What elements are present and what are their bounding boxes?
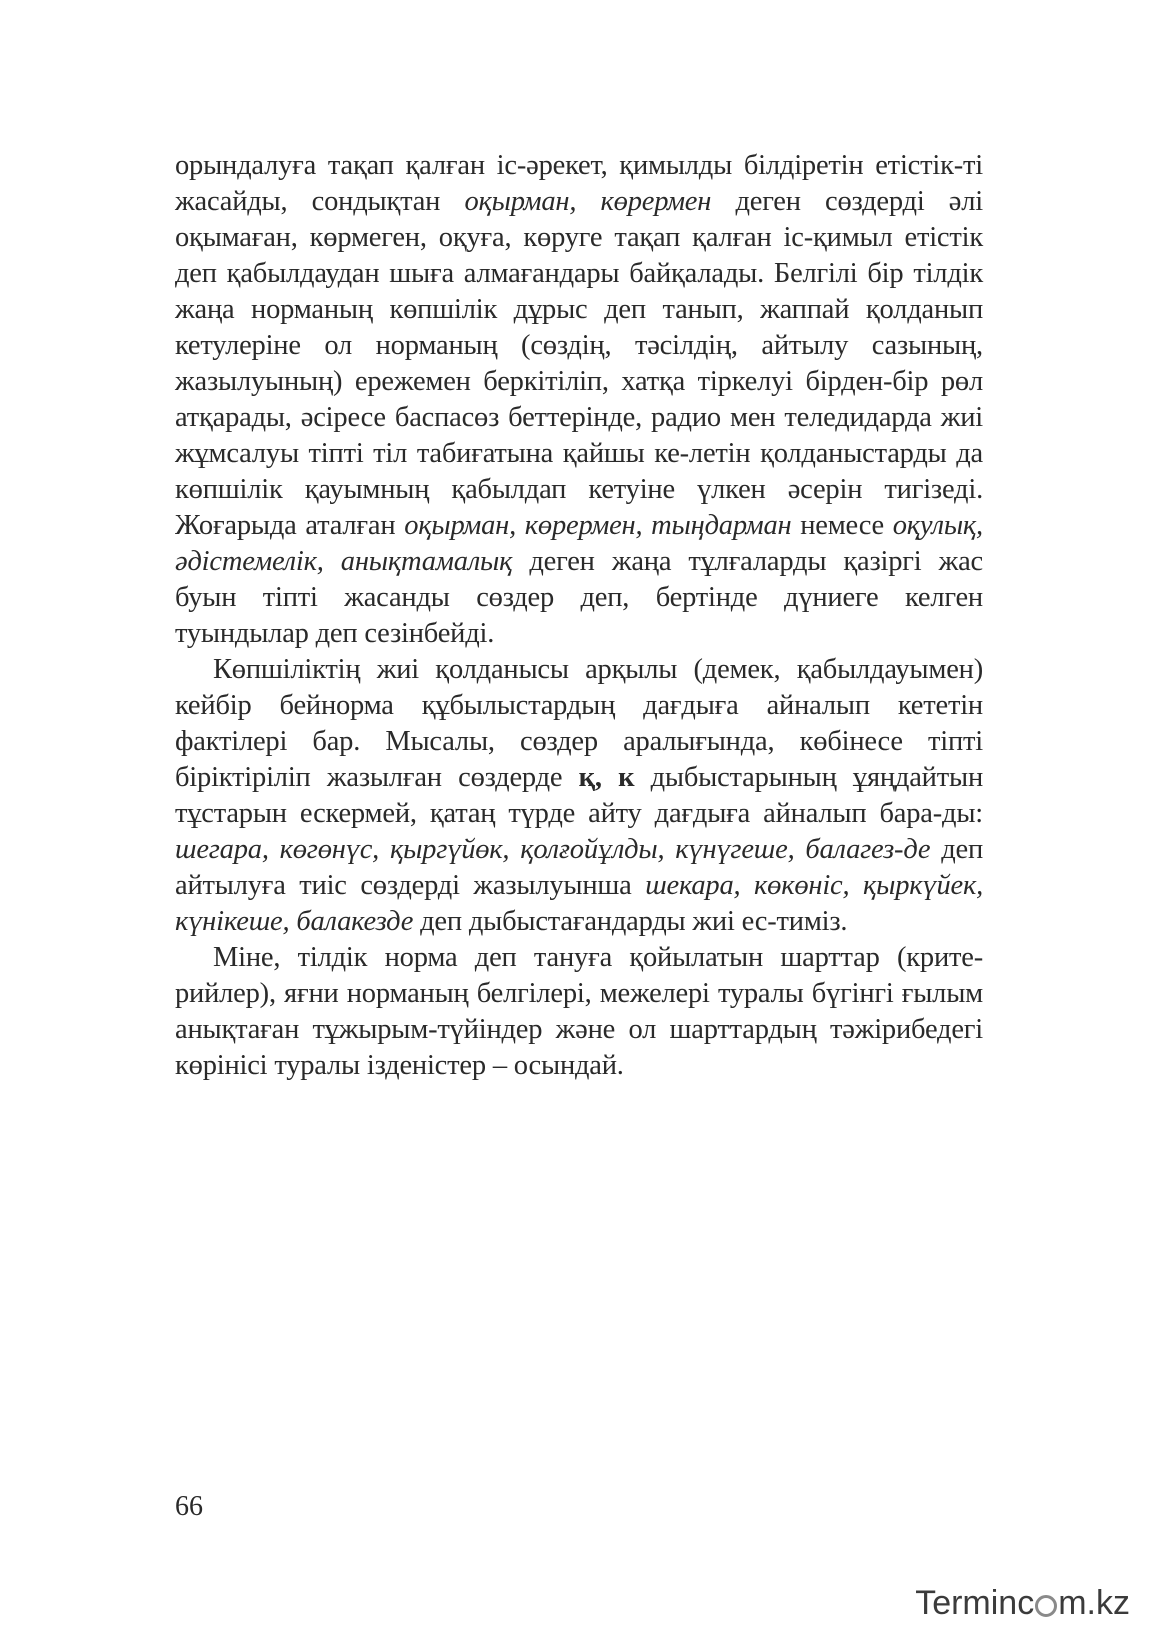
text-run: Міне, тілдік норма деп тануға қойылатын шарттар (крите-рийлер), яғни норманың белгілері, межелері туралы бүгінгі ғылым анықтаған тұжырым-түйіндер және ол шарттардың тәжірибедегі көрінісі туралы ізденістер – осындай. bbox=[175, 942, 983, 1081]
italic-run: оқулық, әдістемелік, анықтамалық bbox=[175, 510, 983, 577]
text-run: деген жаңа тұлғаларды қазіргі жас буын тіпті жасанды сөздер деп, бертінде дүниеге келген туындылар деп сезінбейді. bbox=[175, 546, 983, 649]
paragraph-1 bbox=[175, 148, 983, 652]
text-run: деп айтылуға тиіс сөздерді жазылуынша bbox=[175, 834, 983, 901]
text-run: Көпшіліктің жиі қолданысы арқылы (демек, қабылдауымен) кейбір бейнорма құбылыстардың дағдыға айналып кететін фактілері бар. Мысалы, сөздер аралығында, көбінесе тіпті біріктіріліп жазылған сөздерде bbox=[175, 654, 983, 793]
italic-run: шегара, көгөнүс, қыргүйөк, қолғойұлды, күнүгеше, балагез-де bbox=[175, 834, 931, 865]
text-run: немесе bbox=[791, 510, 893, 541]
body-text bbox=[175, 148, 983, 1084]
paragraph-2 bbox=[175, 652, 983, 940]
italic-run: оқырман, көрермен bbox=[464, 186, 712, 217]
paragraph-3 bbox=[175, 940, 983, 1084]
bold-run: қ, к bbox=[578, 762, 635, 793]
text-run: дыбыстарының ұяңдайтын тұстарын ескермей, қатаң түрде айту дағдыға айналып бара-ды: bbox=[175, 762, 983, 829]
italic-run: оқырман, көрермен, тыңдарман bbox=[404, 510, 792, 541]
text-run: деп дыбыстағандарды жиі ес-тиміз. bbox=[413, 906, 848, 937]
watermark-text-before: Terminc bbox=[915, 1584, 1035, 1622]
page-number: 66 bbox=[175, 1491, 203, 1522]
termincom-watermark-logo bbox=[915, 1583, 1130, 1623]
text-run: деген сөздерді әлі оқымаған, көрмеген, оқуға, көруге тақап қалған іс-қимыл етістік деп қабылдаудан шыға алмағандары байқалады. Белгілі бір тілдік жаңа норманың көпшілік дұрыс деп танып, жаппай қолданып кетулеріне ол норманың (сөздің, тәсілдің, айтылу сазының, жазылуының) ережемен беркітіліп, хатқа тіркелуі бірден-бір рөл атқарады, әсіресе баспасөз беттерінде, радио мен теледидарда жиі жұмсалуы тіпті тіл табиғатына қайшы ке-летін қолданыстарды да көпшілік қауымның қабылдап кетуіне үлкен әсерін тигізеді. Жоғарыда аталған bbox=[175, 186, 983, 541]
italic-run: шекара, көкөніс, қыркүйек, күнікеше, балакезде bbox=[175, 870, 984, 937]
watermark-text-after: m.kz bbox=[1058, 1584, 1130, 1622]
magnifier-icon bbox=[1035, 1595, 1057, 1617]
text-run: орындалуға тақап қалған іс-әрекет, қимылды білдіретін етістік-ті жасайды, сондықтан bbox=[175, 150, 983, 217]
